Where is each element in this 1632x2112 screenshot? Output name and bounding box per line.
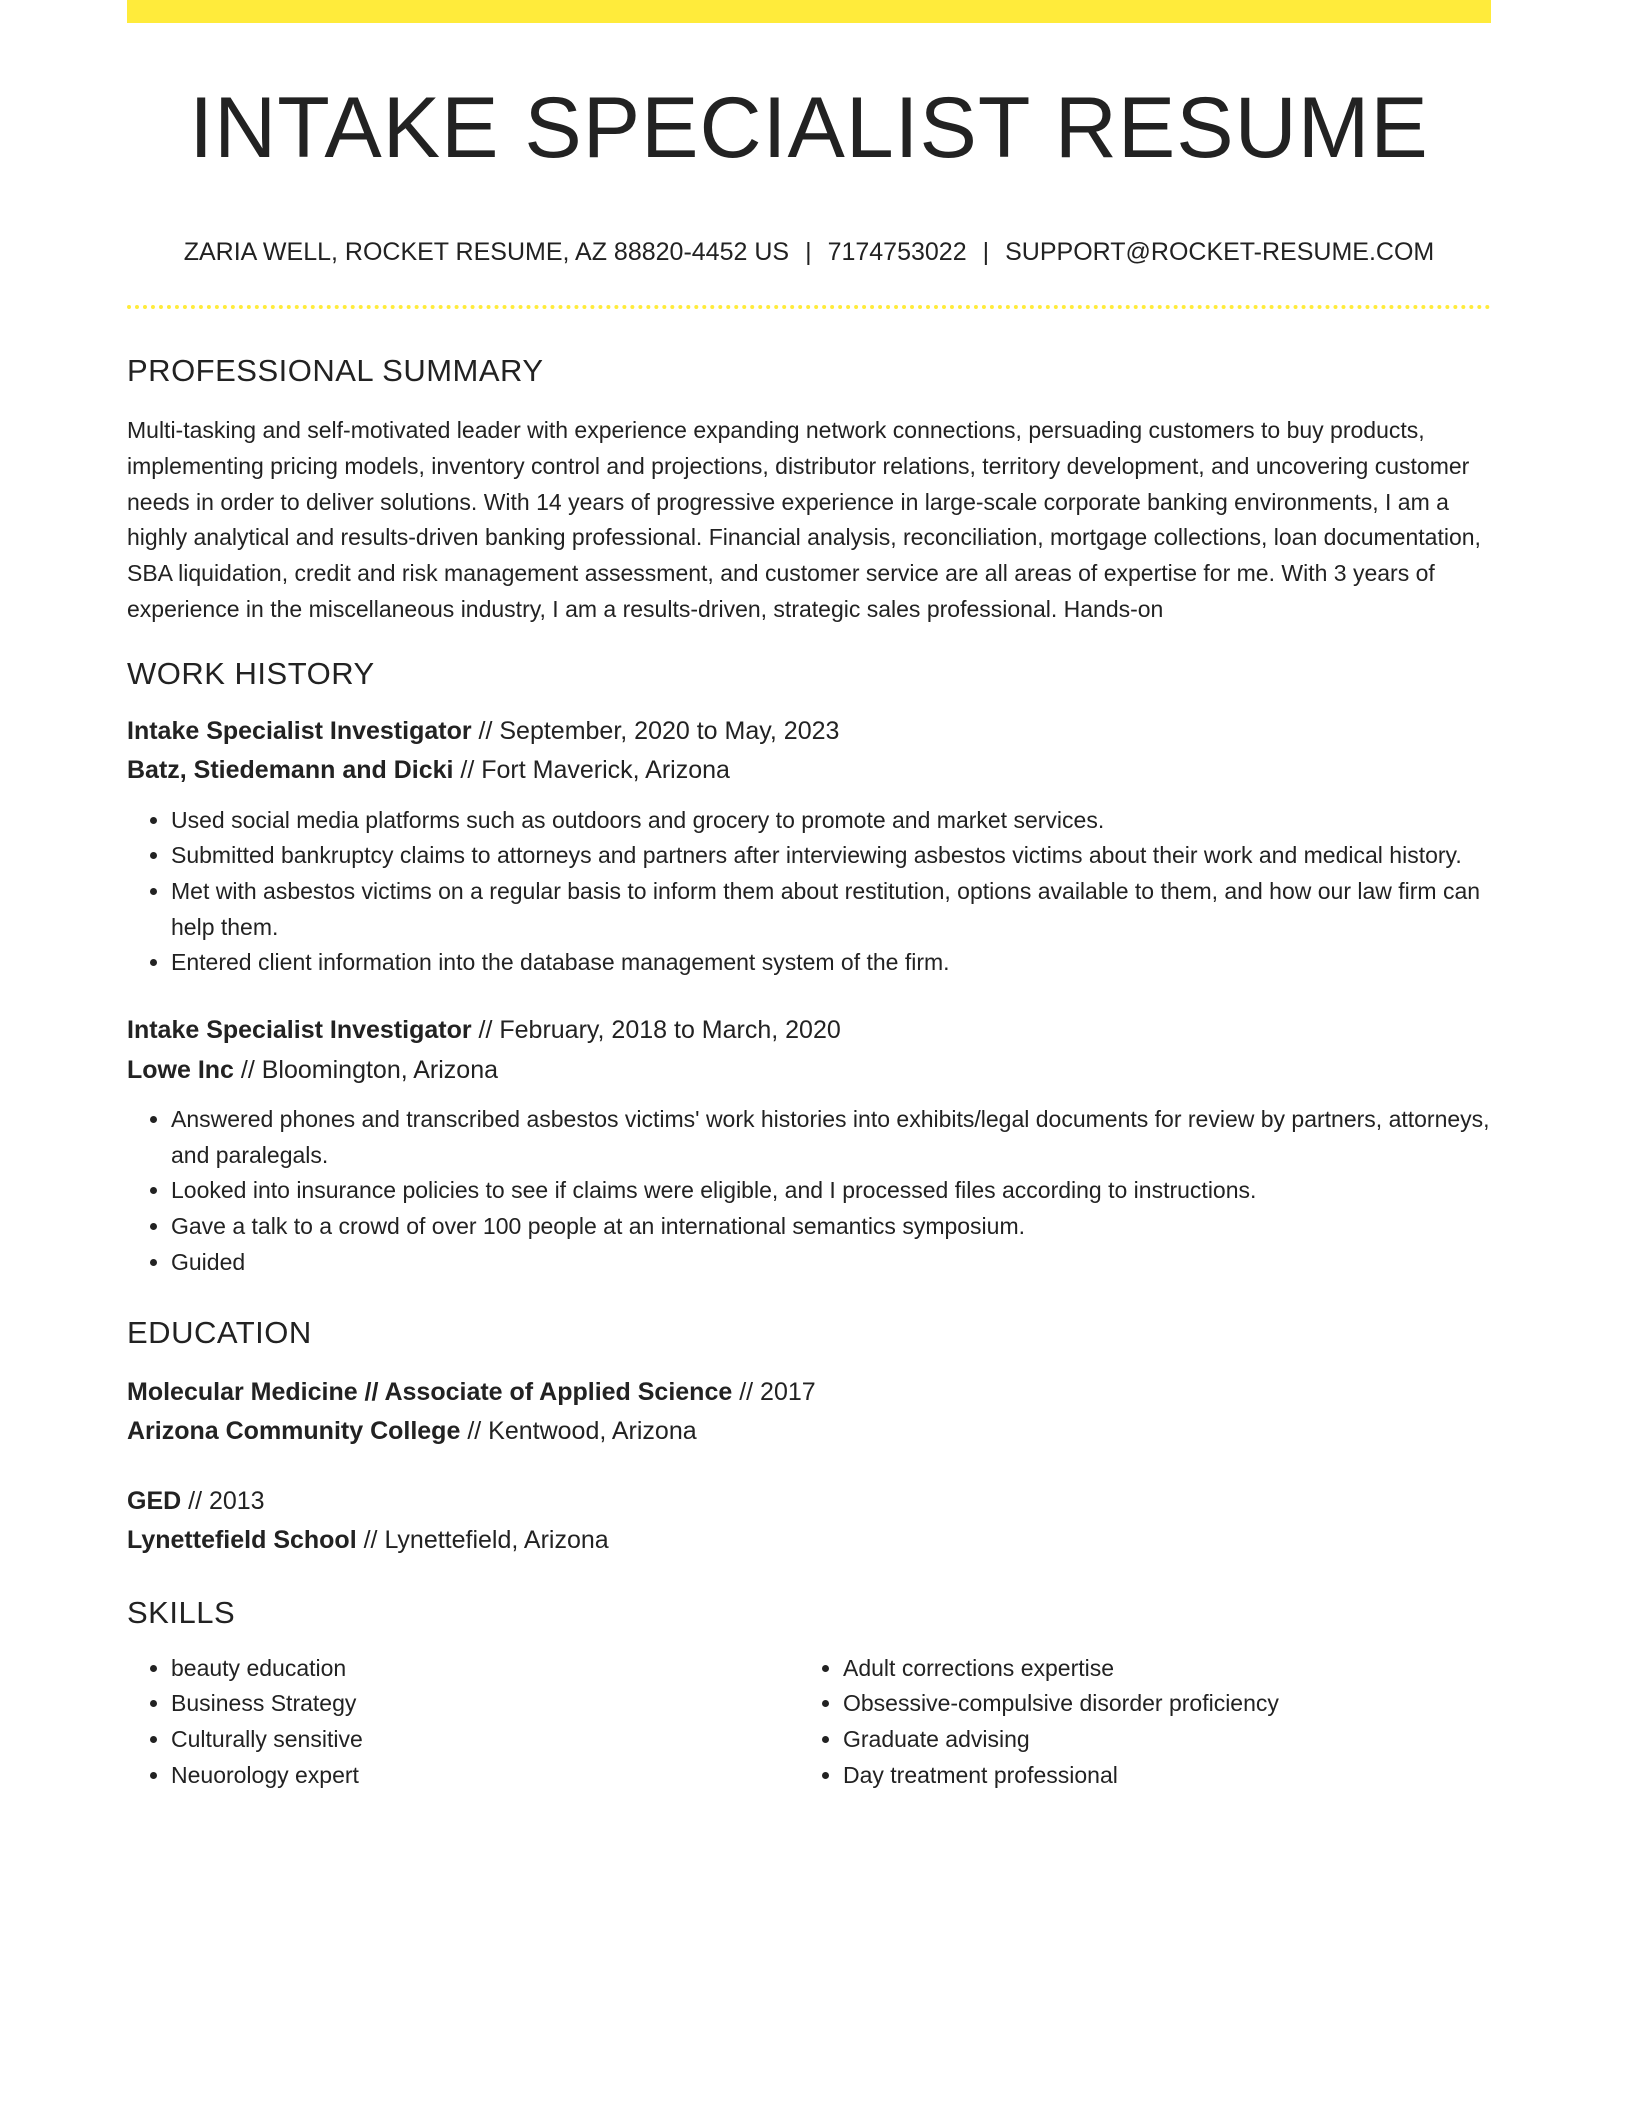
skill-item: • Day treatment professional — [843, 1758, 1471, 1794]
job-dates: // September, 2020 to May, 2023 — [471, 716, 840, 745]
job-company-line — [127, 751, 1491, 791]
contact-phone: 7174753022 — [827, 238, 967, 267]
list-item: • Gave a talk to a crowd of over 100 people at an international semantics symposium. — [171, 1209, 1491, 1245]
job-dates: // February, 2018 to March, 2020 — [471, 1016, 841, 1045]
education-degree-line — [127, 1373, 1491, 1413]
skill-item: • beauty education — [171, 1651, 799, 1687]
education-school-line — [127, 1521, 1491, 1561]
contact-line — [127, 237, 1491, 267]
job-entry — [127, 712, 1491, 982]
resume-page — [127, 0, 1491, 1793]
job-location: // Fort Maverick, Arizona — [453, 756, 730, 785]
job-bullets — [127, 1102, 1491, 1281]
education-year: // 2017 — [732, 1377, 816, 1406]
education-degree: Molecular Medicine // Associate of Applied Science — [127, 1377, 733, 1406]
list-item: • Met with asbestos victims on a regular basis to inform them about restitution, options available to them, and how our law firm can help them. — [171, 874, 1491, 945]
job-title: Intake Specialist Investigator — [127, 716, 472, 745]
accent-top-bar — [127, 0, 1491, 23]
education-year: // 2013 — [181, 1486, 265, 1515]
contact-email: SUPPORT@ROCKET-RESUME.COM — [1005, 238, 1435, 267]
summary-text: Multi-tasking and self-motivated leader with experience expanding network connections, persuading customers to buy products, implementing pricing models, inventory control and projections, distributor relations, territory development, and uncovering customer needs in order to deliver solutions. With 14 years of progressive experience in large-scale corporate banking environments, I am a highly analytical and results-driven banking professional. Financial analysis, reconciliation, mortgage collections, loan documentation, SBA liquidation, credit and risk management assessment, and customer service are all areas of expertise for me. With 3 years of experience in the miscellaneous industry, I am a results-driven, strategic sales professional. Hands-on — [127, 417, 1481, 622]
skill-item: • Culturally sensitive — [171, 1722, 799, 1758]
skill-item: • Graduate advising — [843, 1722, 1471, 1758]
list-item: • Answered phones and transcribed asbestos victims' work histories into exhibits/legal documents for review by partners, attorneys, and paralegals. — [171, 1102, 1491, 1173]
job-bullets — [127, 803, 1491, 982]
job-title: Intake Specialist Investigator — [127, 1016, 472, 1045]
skill-item: • Obsessive-compulsive disorder proficiency — [843, 1686, 1471, 1722]
contact-separator: | — [805, 238, 812, 267]
education-school: Arizona Community College — [127, 1417, 461, 1446]
education-entry — [127, 1482, 1491, 1561]
skill-item: • Business Strategy — [171, 1686, 799, 1722]
list-item: • Guided — [171, 1245, 1491, 1281]
education-location: // Lynettefield, Arizona — [356, 1526, 609, 1555]
contact-separator: | — [982, 238, 990, 267]
job-company: Batz, Stiedemann and Dicki — [127, 756, 454, 785]
education-school: Lynettefield School — [127, 1526, 357, 1555]
summary-heading: PROFESSIONAL SUMMARY — [127, 353, 544, 389]
education-degree: GED — [127, 1486, 182, 1515]
list-item: • Looked into insurance policies to see if claims were eligible, and I processed files according to instructions. — [171, 1173, 1491, 1209]
list-item: • Entered client information into the database management system of the firm. — [171, 945, 1491, 981]
resume-title: INTAKE SPECIALIST RESUME — [189, 80, 1429, 176]
list-item: • Used social media platforms such as outdoors and grocery to promote and market services. — [171, 803, 1491, 839]
work-history-heading: WORK HISTORY — [127, 655, 375, 691]
education-heading: EDUCATION — [127, 1314, 312, 1350]
education-location: // Kentwood, Arizona — [460, 1417, 697, 1446]
dotted-divider — [127, 305, 1491, 309]
education-entry — [127, 1373, 1491, 1452]
skills-column-right — [799, 1651, 1471, 1794]
education-school-line — [127, 1412, 1491, 1452]
job-company: Lowe Inc — [127, 1055, 234, 1084]
skills-list — [127, 1651, 1491, 1794]
skills-column-left — [127, 1651, 799, 1794]
skill-item: • Adult corrections expertise — [843, 1651, 1471, 1687]
education-degree-line — [127, 1482, 1491, 1522]
job-entry — [127, 1011, 1491, 1281]
job-location: // Bloomington, Arizona — [233, 1055, 499, 1084]
job-title-line — [127, 1011, 1491, 1051]
skill-item: • Neuorology expert — [171, 1758, 799, 1794]
skills-heading: SKILLS — [127, 1594, 236, 1630]
job-company-line — [127, 1051, 1491, 1091]
job-title-line — [127, 712, 1491, 752]
list-item: • Submitted bankruptcy claims to attorneys and partners after interviewing asbestos victims about their work and medical history. — [171, 838, 1491, 874]
contact-address: ZARIA WELL, ROCKET RESUME, AZ 88820-4452 US — [183, 238, 790, 267]
